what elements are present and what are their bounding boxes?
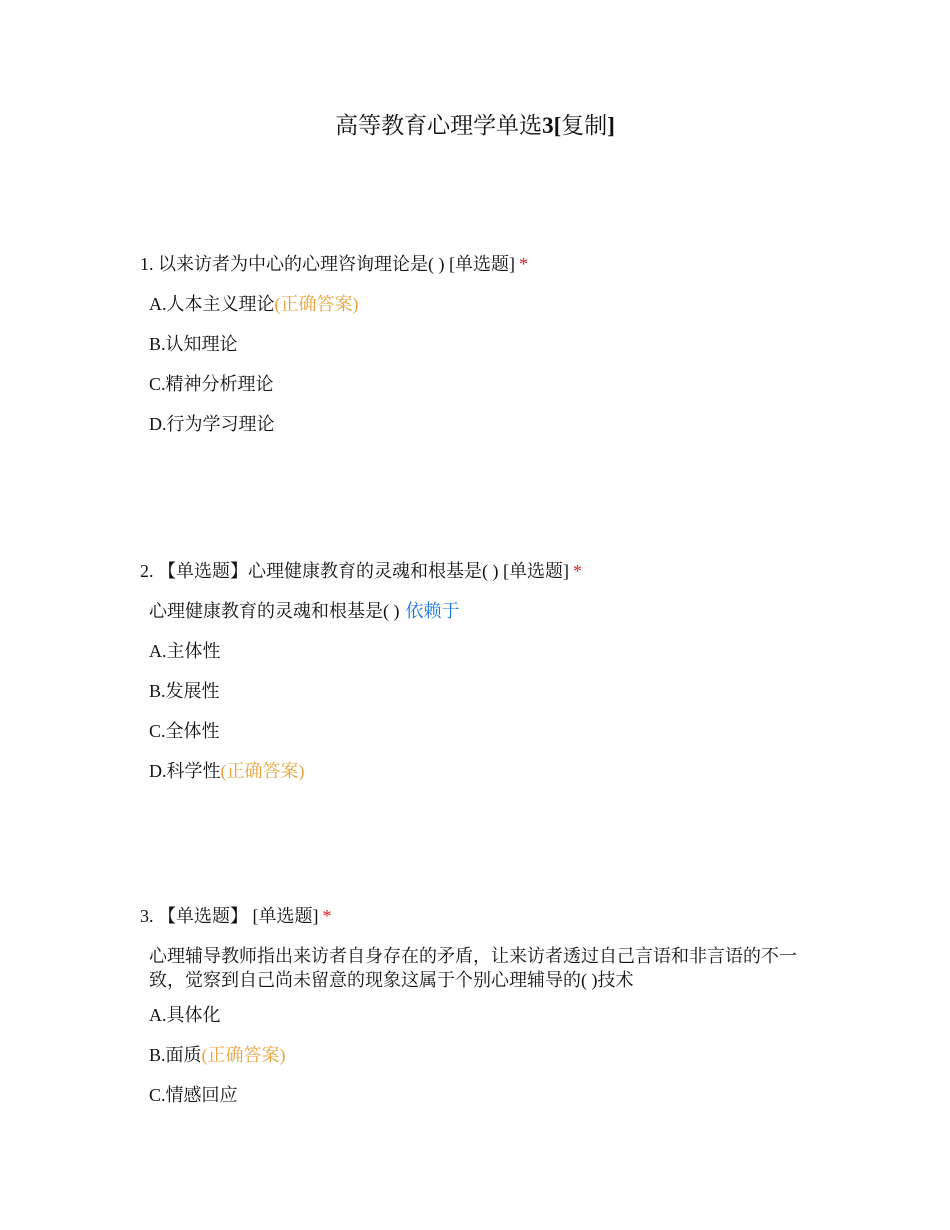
title-number: 3[ (542, 113, 562, 138)
option-label: D.科学性 (149, 761, 221, 781)
option-label: C.精神分析理论 (149, 374, 274, 394)
correct-answer-tag: (正确答案) (274, 294, 359, 314)
option-c[interactable] (149, 719, 820, 743)
question-1 (140, 252, 820, 436)
option-b[interactable] (149, 679, 820, 703)
option-c[interactable] (149, 372, 820, 396)
option-label: D.行为学习理论 (149, 414, 275, 434)
title-copy-tag: 复制 (561, 113, 608, 138)
option-label: B.认知理论 (149, 334, 238, 354)
correct-answer-tag: (正确答案) (201, 1045, 286, 1065)
question-title: 1. 以来访者为中心的心理咨询理论是( ) [单选题] (140, 254, 515, 274)
option-a[interactable] (149, 639, 820, 663)
option-label: C.情感回应 (149, 1085, 238, 1105)
correct-answer-tag: (正确答案) (220, 761, 305, 781)
question-stem (149, 944, 819, 992)
required-mark: * (572, 561, 582, 581)
required-mark: * (322, 906, 332, 926)
option-a[interactable] (149, 292, 820, 316)
page-title (0, 110, 950, 142)
title-text: 高等教育心理学单选 (335, 113, 543, 138)
option-label: B.发展性 (149, 681, 220, 701)
question-title: 3. 【单选题】 [单选题] (140, 906, 319, 926)
option-label: B.面质 (149, 1045, 202, 1065)
stem-text: 心理健康教育的灵魂和根基是( ) (149, 601, 400, 621)
option-label: C.全体性 (149, 721, 220, 741)
option-d[interactable] (149, 412, 820, 436)
option-c[interactable] (149, 1083, 820, 1107)
question-header (140, 252, 820, 276)
question-header (140, 904, 820, 928)
stem-text: 心理辅导教师指出来访者自身存在的矛盾，让来访者透过自己言语和非言语的不一致，觉察到自己尚未留意的现象这属于个别心理辅导的( )技术 (149, 946, 797, 990)
question-3 (140, 904, 820, 1107)
option-d[interactable] (149, 759, 820, 783)
question-header (140, 559, 820, 583)
title-bracket: ] (607, 113, 615, 138)
option-label: A.人本主义理论 (149, 294, 275, 314)
option-b[interactable] (149, 332, 820, 356)
option-b[interactable] (149, 1043, 820, 1067)
option-label: A.具体化 (149, 1005, 221, 1025)
stem-link[interactable]: 依赖于 (405, 601, 460, 621)
required-mark: * (518, 254, 528, 274)
question-2 (140, 559, 820, 783)
question-stem (149, 599, 819, 623)
question-title: 2. 【单选题】心理健康教育的灵魂和根基是( ) [单选题] (140, 561, 569, 581)
option-a[interactable] (149, 1003, 820, 1027)
option-label: A.主体性 (149, 641, 221, 661)
